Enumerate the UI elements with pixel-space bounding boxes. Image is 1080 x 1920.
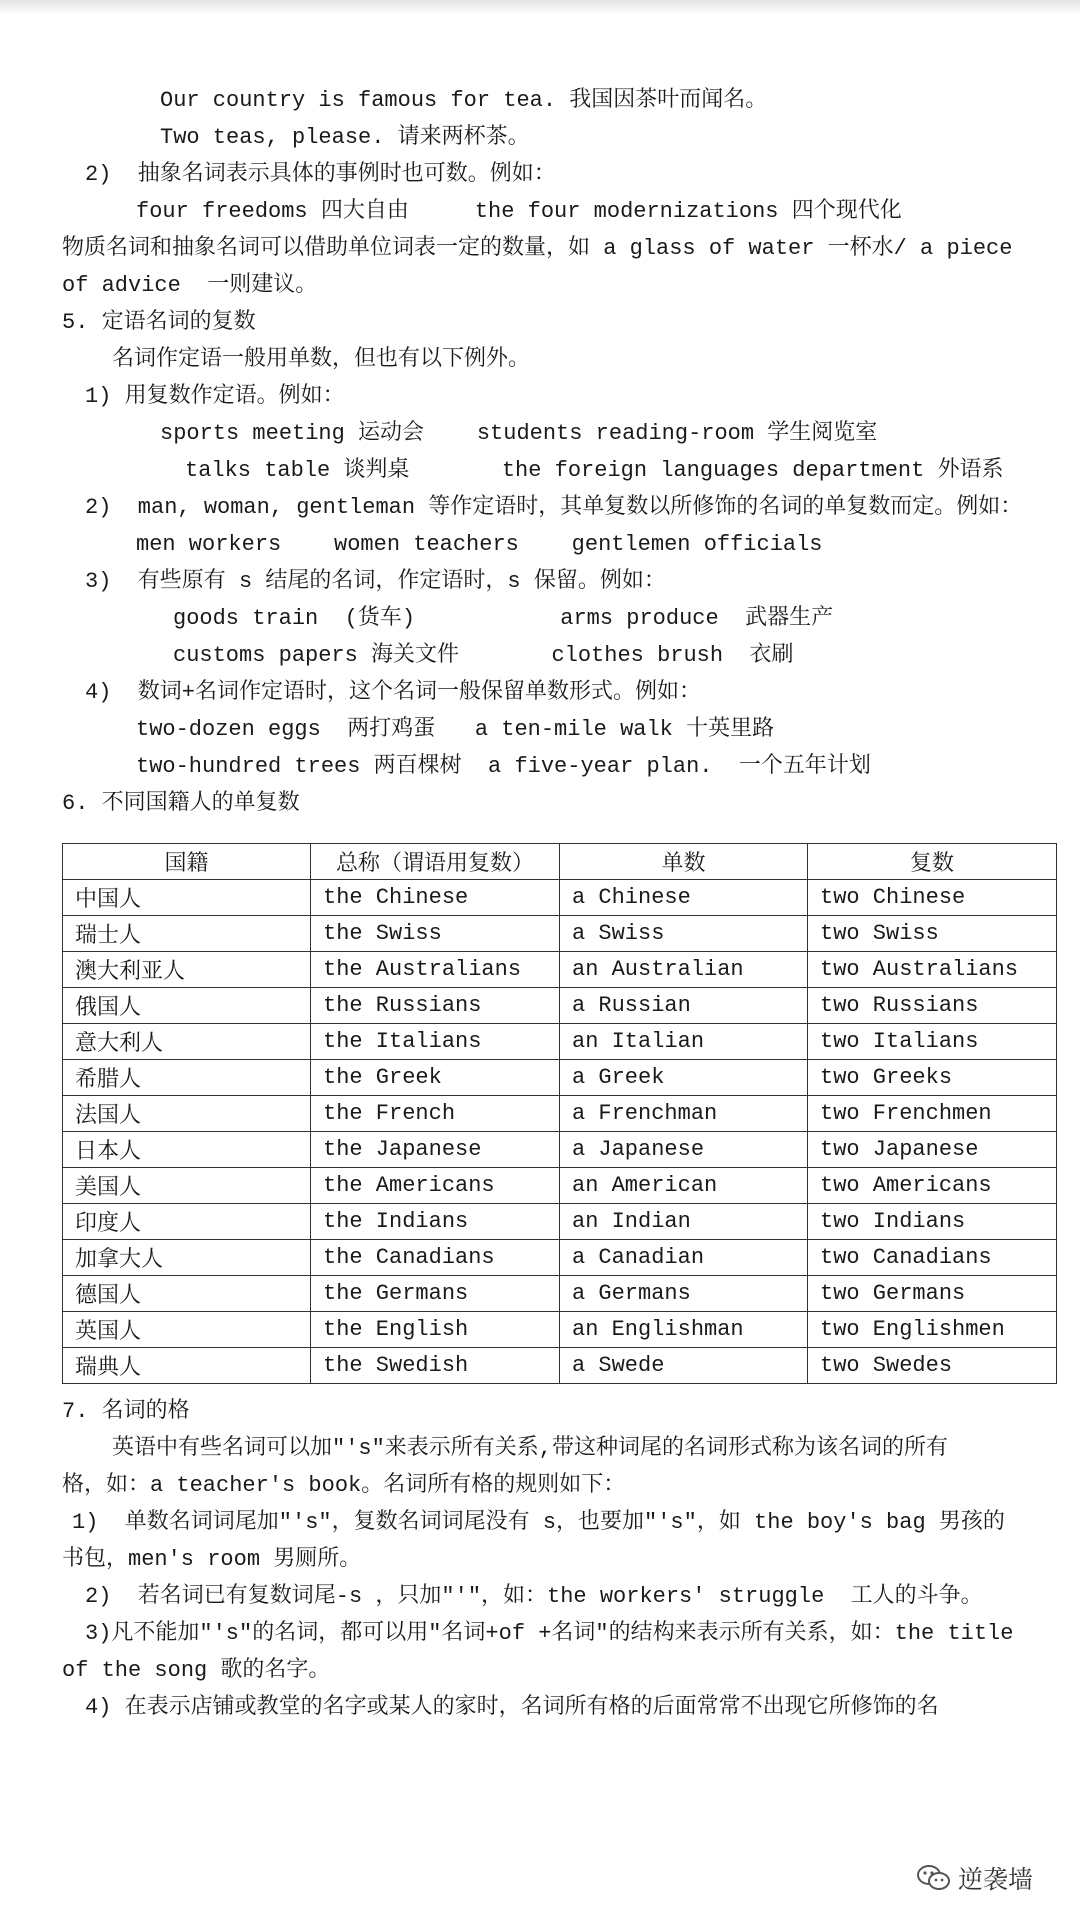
table-cell: 中国人 xyxy=(63,880,311,916)
text-line: talks table 谈判桌 the foreign languages department 外语系 xyxy=(185,458,1004,483)
table-cell: two Germans xyxy=(808,1276,1057,1312)
table-cell: two Japanese xyxy=(808,1132,1057,1168)
table-cell: the Germans xyxy=(311,1276,560,1312)
table-cell: the Chinese xyxy=(311,880,560,916)
text-line: two-hundred trees 两百棵树 a five-year plan. 一个五年计划 xyxy=(136,754,871,779)
table-row xyxy=(63,1060,1057,1096)
table-cell: 印度人 xyxy=(63,1204,311,1240)
text-line: goods train (货车) arms produce 武器生产 xyxy=(173,606,834,631)
text-line: 3)凡不能加"'s"的名词，都可以用"名词+of +名词"的结构来表示所有关系，如：the title xyxy=(85,1621,1014,1646)
table-cell: two Russians xyxy=(808,988,1057,1024)
table-cell: two Americans xyxy=(808,1168,1057,1204)
table-cell: two Italians xyxy=(808,1024,1057,1060)
text-line: 2) 抽象名词表示具体的事例时也可数。例如： xyxy=(85,162,556,187)
table-cell: the Swiss xyxy=(311,916,560,952)
table-cell: 德国人 xyxy=(63,1276,311,1312)
table-row xyxy=(63,1132,1057,1168)
text-line: 7. 名词的格 xyxy=(62,1399,190,1424)
table-cell: an Italian xyxy=(560,1024,808,1060)
text-line: 4) 数词+名词作定语时，这个名词一般保留单数形式。例如： xyxy=(85,680,702,705)
text-line: men workers women teachers gentlemen officials xyxy=(136,532,823,557)
table-row xyxy=(63,1240,1057,1276)
text-line: 英语中有些名词可以加"'s"来表示所有关系,带这种词尾的名词形式称为该名词的所有 xyxy=(112,1436,949,1461)
table-cell: 澳大利亚人 xyxy=(63,952,311,988)
table-cell: 美国人 xyxy=(63,1168,311,1204)
table-cell: an Englishman xyxy=(560,1312,808,1348)
table-cell: 英国人 xyxy=(63,1312,311,1348)
text-line: customs papers 海关文件 clothes brush 衣刷 xyxy=(173,643,794,668)
text-line: 物质名词和抽象名词可以借助单位词表一定的数量，如 a glass of water 一杯水/ a piece xyxy=(62,236,1013,261)
text-line: two-dozen eggs 两打鸡蛋 a ten-mile walk 十英里路 xyxy=(136,717,775,742)
table-cell: two Swiss xyxy=(808,916,1057,952)
table-row xyxy=(63,1204,1057,1240)
table-cell: a Greek xyxy=(560,1060,808,1096)
table-row xyxy=(63,1312,1057,1348)
table-cell: 加拿大人 xyxy=(63,1240,311,1276)
table-cell: two Indians xyxy=(808,1204,1057,1240)
table-row xyxy=(63,880,1057,916)
watermark xyxy=(916,1858,1033,1898)
table-cell: two Australians xyxy=(808,952,1057,988)
table-cell: two Canadians xyxy=(808,1240,1057,1276)
table-cell: a Chinese xyxy=(560,880,808,916)
table-cell: the Americans xyxy=(311,1168,560,1204)
text-line: 1) 单数名词词尾加"'s"，复数名词词尾没有 s，也要加"'s"，如 the boy's bag 男孩的 xyxy=(72,1510,1005,1535)
table-cell: the Indians xyxy=(311,1204,560,1240)
text-line: Two teas, please. 请来两杯茶。 xyxy=(160,125,530,150)
table-cell: the Japanese xyxy=(311,1132,560,1168)
text-line: sports meeting 运动会 students reading-room 学生阅览室 xyxy=(160,421,878,446)
table-cell: two Englishmen xyxy=(808,1312,1057,1348)
text-line: 名词作定语一般用单数，但也有以下例外。 xyxy=(112,347,531,372)
table-row xyxy=(63,1024,1057,1060)
text-line: 5. 定语名词的复数 xyxy=(62,310,256,335)
table-cell: a Frenchman xyxy=(560,1096,808,1132)
table-cell: two Swedes xyxy=(808,1348,1057,1384)
table-cell: 瑞士人 xyxy=(63,916,311,952)
table-cell: an Indian xyxy=(560,1204,808,1240)
table-header-cell: 复数 xyxy=(808,844,1057,880)
text-line: 书包，men's room 男厕所。 xyxy=(62,1547,362,1572)
table-row xyxy=(63,952,1057,988)
table-cell: the Italians xyxy=(311,1024,560,1060)
table-header-cell: 单数 xyxy=(560,844,808,880)
table-cell: an Australian xyxy=(560,952,808,988)
table-cell: a Swiss xyxy=(560,916,808,952)
text-line: of the song 歌的名字。 xyxy=(62,1658,331,1683)
table-cell: the Canadians xyxy=(311,1240,560,1276)
table-cell: the English xyxy=(311,1312,560,1348)
text-line: 1) 用复数作定语。例如： xyxy=(85,384,345,409)
text-line: Our country is famous for tea. 我国因茶叶而闻名。 xyxy=(160,88,768,113)
table-cell: two Chinese xyxy=(808,880,1057,916)
table-row xyxy=(63,988,1057,1024)
text-line: 6. 不同国籍人的单复数 xyxy=(62,791,300,816)
table-cell: the French xyxy=(311,1096,560,1132)
table-cell: a Japanese xyxy=(560,1132,808,1168)
table-cell: the Swedish xyxy=(311,1348,560,1384)
table-cell: 希腊人 xyxy=(63,1060,311,1096)
table-row xyxy=(63,1096,1057,1132)
table-cell: 意大利人 xyxy=(63,1024,311,1060)
text-line: four freedoms 四大自由 the four modernizations 四个现代化 xyxy=(136,199,902,224)
nationality-table xyxy=(62,843,1057,1384)
watermark-text: 逆袭墙 xyxy=(958,1865,1034,1894)
text-line: 4) 在表示店铺或教堂的名字或某人的家时，名词所有格的后面常常不出现它所修饰的名 xyxy=(85,1695,939,1720)
text-line: of advice 一则建议。 xyxy=(62,273,318,298)
table-cell: 瑞典人 xyxy=(63,1348,311,1384)
table-cell: a Germans xyxy=(560,1276,808,1312)
table-cell: two Frenchmen xyxy=(808,1096,1057,1132)
table-cell: 俄国人 xyxy=(63,988,311,1024)
wechat-icon xyxy=(916,1864,952,1892)
table-row xyxy=(63,1276,1057,1312)
table-cell: 法国人 xyxy=(63,1096,311,1132)
text-line: 格，如：a teacher's book。名词所有格的规则如下： xyxy=(62,1473,626,1498)
table-cell: two Greeks xyxy=(808,1060,1057,1096)
table-row xyxy=(63,916,1057,952)
table-cell: a Swede xyxy=(560,1348,808,1384)
table-header-cell: 国籍 xyxy=(63,844,311,880)
text-line: 3) 有些原有 s 结尾的名词，作定语时，s 保留。例如： xyxy=(85,569,666,594)
text-line: 2) man, woman, gentleman 等作定语时，其单复数以所修饰的名词的单复数而定。例如： xyxy=(85,495,1023,520)
table-cell: 日本人 xyxy=(63,1132,311,1168)
table-cell: an American xyxy=(560,1168,808,1204)
table-cell: the Greek xyxy=(311,1060,560,1096)
table-cell: a Canadian xyxy=(560,1240,808,1276)
table-cell: a Russian xyxy=(560,988,808,1024)
table-header-cell: 总称（谓语用复数） xyxy=(311,844,560,880)
table-cell: the Russians xyxy=(311,988,560,1024)
table-row xyxy=(63,1348,1057,1384)
text-line: 2) 若名词已有复数词尾-s ，只加"'"，如：the workers' struggle 工人的斗争。 xyxy=(85,1584,983,1609)
table-cell: the Australians xyxy=(311,952,560,988)
table-row xyxy=(63,1168,1057,1204)
table-header-row xyxy=(63,844,1057,880)
